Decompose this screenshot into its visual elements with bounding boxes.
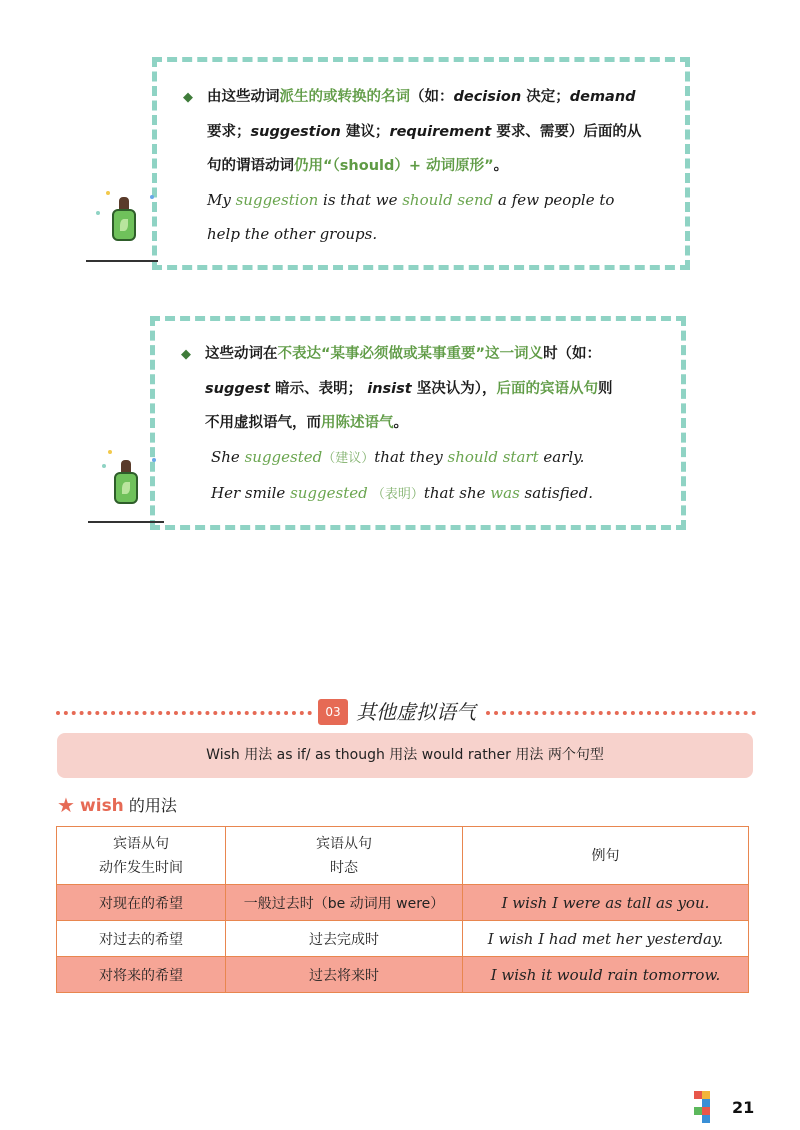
table-cell-time: 对过去的希望: [57, 921, 226, 957]
sparkle-icon: [96, 211, 100, 215]
section-title: 其他虚拟语气: [356, 700, 476, 724]
section-number-badge: 03: [318, 699, 348, 725]
bottle-icon: [112, 197, 136, 241]
example-sentence-1: My suggestion is that we should send a few people to: [207, 191, 615, 209]
rule-card-non-subjunctive: [150, 316, 686, 530]
table-header-cell: 宾语从句 时态: [226, 827, 463, 885]
diamond-bullet-icon: ◆: [181, 347, 191, 362]
table-row: [57, 885, 749, 921]
table-cell-example: I wish I were as tall as you.: [463, 885, 749, 921]
page-number: 21: [732, 1098, 755, 1117]
example-sentence-2: Her smile suggested （表明）that she was satisfied.: [211, 484, 593, 502]
bottle-decoration-1: [86, 185, 166, 265]
sparkle-icon: [150, 195, 154, 199]
sparkle-icon: [108, 450, 112, 454]
dotted-divider-right: [486, 711, 756, 715]
topics-banner: Wish 用法 as if/ as though 用法 would rather 用法 两个句型: [57, 733, 753, 778]
diamond-bullet-icon: ◆: [183, 90, 193, 105]
bottle-icon: [114, 460, 138, 504]
rule-line-1: ◆ 由这些动词派生的或转换的名词（如：decision 决定；demand: [183, 80, 669, 115]
table-cell-time: 对现在的希望: [57, 885, 226, 921]
table-row: [57, 921, 749, 957]
table-cell-tense: 过去完成时: [226, 921, 463, 957]
dotted-divider-left: [56, 711, 312, 715]
table-cell-tense: 过去将来时: [226, 957, 463, 993]
wish-subheading: ★ wish 的用法: [57, 793, 177, 817]
example-sentence-1: She suggested（建议）that they should start early.: [211, 448, 585, 466]
star-icon: ★: [57, 793, 75, 817]
rule-line-3: 句的谓语动词仍用“（should）+ 动词原形”。: [207, 158, 509, 174]
sparkle-icon: [152, 458, 156, 462]
rule-line-2: 要求；suggestion 建议；requirement 要求、需要）后面的从: [207, 124, 642, 140]
wish-keyword: wish: [80, 796, 124, 816]
rule-line-3: 不用虚拟语气，而用陈述语气。: [205, 415, 408, 431]
rule-line-1: ◆ 这些动词在不表达“某事必须做或某事重要”这一词义时（如：: [181, 337, 665, 372]
rule-line-2: suggest 暗示、表明； insist 坚决认为），后面的宾语从句则: [205, 381, 613, 397]
example-sentence-1-cont: help the other groups.: [207, 225, 378, 243]
bottle-decoration-2: [88, 444, 168, 524]
table-cell-example: I wish it would rain tomorrow.: [463, 957, 749, 993]
table-cell-example: I wish I had met her yesterday.: [463, 921, 749, 957]
sparkle-icon: [106, 191, 110, 195]
sparkle-icon: [102, 464, 106, 468]
underline-divider: [88, 521, 164, 523]
table-header-cell: 例句: [463, 827, 749, 885]
table-header-cell: 宾语从句 动作发生时间: [57, 827, 226, 885]
section-header: [56, 697, 756, 729]
rule-card-derived-nouns: [152, 57, 690, 270]
table-row: [57, 957, 749, 993]
table-cell-tense: 一般过去时（be 动词用 were）: [226, 885, 463, 921]
publisher-logo-icon: [690, 1089, 720, 1127]
wish-usage-table: [56, 826, 749, 993]
underline-divider: [86, 260, 158, 262]
table-cell-time: 对将来的希望: [57, 957, 226, 993]
table-header-row: [57, 827, 749, 885]
